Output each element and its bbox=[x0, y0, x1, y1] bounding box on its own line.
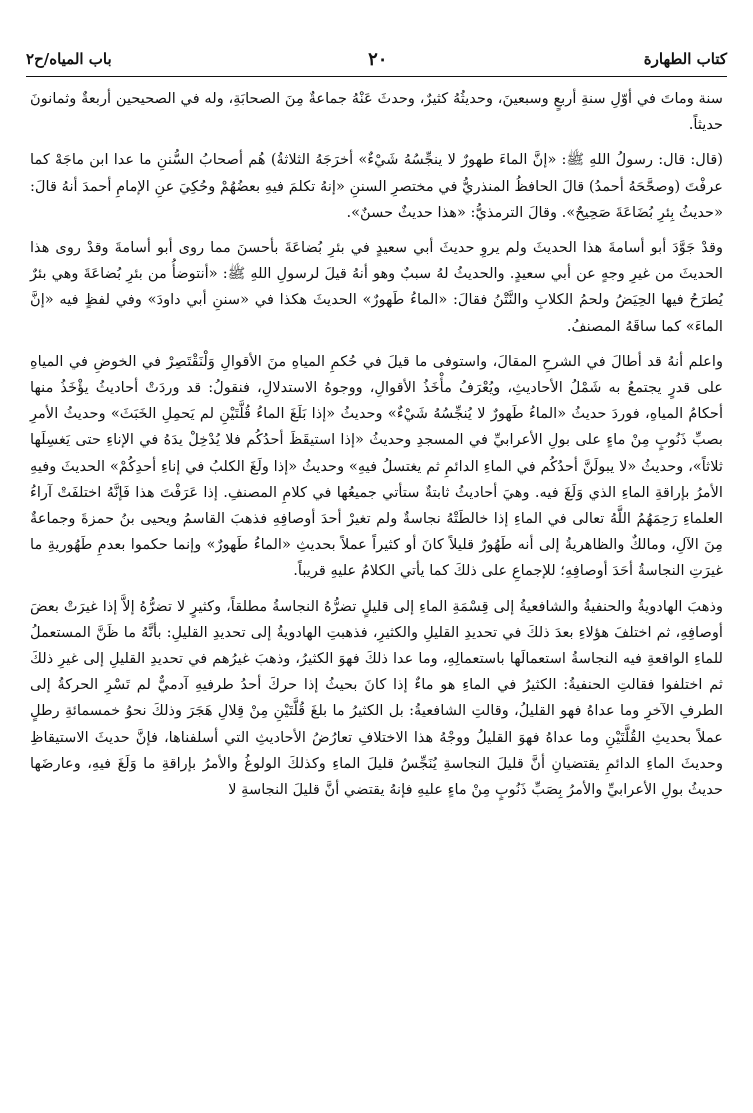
page-body bbox=[30, 86, 723, 812]
paragraph: وقدْ جَوَّدَ أبو أسامةَ هذا الحديثَ ولم يروِ حديثَ أبي سعيدٍ في بئرِ بُضاعَةَ بأحسنَ مما روى أبو أسامةَ وقدْ روى هذا الحديثَ من غيرِ وجهٍ عن أبي سعيدٍ. والحديثُ لهُ سببٌ وهو أنهُ قيلَ لرسولِ اللهِ ﷺ: «أنتوضأُ من بئرِ بُضاعَةَ وهي بئرٌ يُطرَحُ فيها الحِيَضُ ولحمُ الكلابِ والنَّتْنُ فقالَ: «الماءُ طَهورٌ» الحديثَ هكذا في «سننِ أبي داودَ» وفي لفظٍ فيه «إنَّ الماءَ» كما ساقَهُ المصنفُ. bbox=[30, 239, 723, 335]
header-chapter-ref: باب المياه/ح٢ bbox=[26, 50, 112, 68]
running-header bbox=[26, 44, 727, 74]
paragraph: واعلم أنهُ قد أطالَ في الشرحِ المقالَ، واستوفى ما قيلَ في حُكمِ المياهِ منَ الأقوالِ وَلْنَقْتَصِرْ في الخوضِ في المياهِ على قدرٍ يجتمعُ به شَمْلُ الأحاديثِ، ويُعْرَفُ مأْخَذُ الأقوالِ، ووجوهُ الاستدلالِ، فنقولُ: قد وردَتْ أحاديثُ يؤْخَذُ منها أحكامُ المياهِ، فوردَ حديثُ «الماءُ طَهورٌ لا يُنجِّسُهُ شَيْءٌ» وحديثُ «إذا بَلَغَ الماءُ قُلَّتَيْنِ لم يَحمِلِ الخَبَثَ» وحديثُ الأمرِ بصبِّ ذَنُوبٍ مِنْ ماءٍ على بولِ الأعرابيِّ في المسجدِ وحديثُ «إذا استيقَظَ أحدُكُم فلا يُدْخِلْ يدَهُ في الإناءِ حتى يَغسِلَها ثلاثاً»، وحديثُ «لا يبولَنَّ أحدُكُم في الماءِ الدائمِ ثم يغتسلُ فيهِ» وحديثُ «إذا ولَغَ الكلبُ في إناءِ أحدِكُمْ» الحديثَ وفيهِ الأمرُ بإراقةِ الماءِ الذي وَلَغَ فيه. وهيَ أحاديثُ ثابتةٌ ستأتي جميعُها في كلامِ المصنفِ. إذا عَرَفْتَ هذا فَإنَّهُ اختلفَتْ آراءُ العلماءِ رَحِمَهُمُ اللَّهُ تعالى في الماءِ إذا خالطَتْهُ نجاسةٌ ولم تغيرْ أحدَ أوصافِهِ فذهبَ القاسمُ ويحيى بنُ حمزةَ وجماعةٌ مِنَ الآلِ، ومالكٌ والظاهريةُ إلى أنه طَهُورٌ قليلاً كانَ أو كثيراً عملاً بحديثِ «الماءُ طَهورٌ» وإنما حكموا بعدمِ طَهُوريةِ ما غيرَتِ النجاسةُ أحَدَ أوصافِهِ؛ للإجماعِ على ذلكَ كما يأتي الكلامُ عليهِ قريباً. bbox=[30, 352, 723, 580]
paragraph: (قال: قال: رسولُ اللهِ ﷺ: «إنَّ الماءَ طهورٌ لا ينجِّسُهُ شَيْءٌ» أخرَجَهُ الثلاثةُ) هُم أصحابُ السُّننِ ما عدا ابن ماجَهْ كما عرفْتَ (وصحَّحَهُ أحمدُ) قالَ الحافظُ المنذريُّ في مختصرِ السننِ «إنهُ تكلمَ فيهِ بعضُهُمْ وحُكِيَ عنِ الإمامِ أحمدَ أنهُ قالَ: «حديثُ بِئرِ بُضَاعَةَ صَحِيحٌ». وقالَ الترمذيُّ: «هذا حديثٌ حسنٌ». bbox=[30, 151, 723, 221]
paragraph: سنة وماتَ في أوّلِ سنةِ أربعٍ وسبعينَ، وحديثُهُ كثيرٌ، وحدثَ عَنْهُ جماعةٌ مِنَ الصحابَةِ، وله في الصحيحين أربعةٌ وثمانونَ حديثاً. bbox=[30, 90, 723, 134]
header-book-title: كتاب الطهارة bbox=[643, 50, 727, 68]
paragraph: وذهبَ الهادويةُ والحنفيةُ والشافعيةُ إلى قِسْمَةِ الماءِ إلى قليلٍ تضرُّهُ النجاسةُ مطلقاً، وكثيرٍ لا تضرُّهُ إلاَّ إذا غيرَتْ بعضَ أوصافِهِ، ثم اختلفَ هؤلاءِ بعدَ ذلكَ في تحديدِ القليلِ والكثيرِ، فذهبتِ الهادويةُ إلى تحديدِ القليلِ: بأنَّهُ ما ظَنَّ المستعملُ للماءِ الواقعةِ فيه النجاسةُ استعمالَها باستعمالِهِ، وما عدا ذلكَ فهوَ الكثيرُ، وذهبَ غيرُهم في تحديدِ القليلِ إلى غيرِ ذلكَ ثم اختلفوا فقالتِ الحنفيةُ: الكثيرُ في الماءِ هو ماءٌ إذا كانَ بحيثُ إذا حركَ أحدُ طرفيهِ آدميٌّ لم تَسْرِ الحركةُ إلى الطرفِ الآخرِ وما عداهُ فهو القليلُ، وقالتِ الشافعيةُ: بل الكثيرُ ما بلغَ قُلَّتَيْنِ مِنْ قِلالِ هَجَرَ وذلكَ نحوُ خمسمائةِ رطلٍ عملاً بحديثِ القُلَّتَيْنِ وما عداهُ فهوَ القليلُ ووجْهُ هذا الاختلافِ تعارُضُ الأحاديثِ التي أسلفناها، فإنَّ حديثَ الاستيقاظِ وحديثَ الماءِ الدائمِ يقتضيانِ أنَّ قليلَ النجاسةِ يُنَجِّسُ قليلَ الماءِ وكذلكَ الولوغُ والأمرُ بإراقةِ ما وَلَغَ فيهِ، وعارضَها حديثُ بولِ الأعرابيِّ والأمرُ بِصَبِّ ذَنُوبٍ مِنْ ماءٍ عليهِ فإنهُ يقتضي أنَّ قليلَ النجاسةِ لا bbox=[30, 597, 723, 799]
header-rule bbox=[26, 76, 727, 77]
page-number: ٢٠ bbox=[368, 48, 388, 70]
